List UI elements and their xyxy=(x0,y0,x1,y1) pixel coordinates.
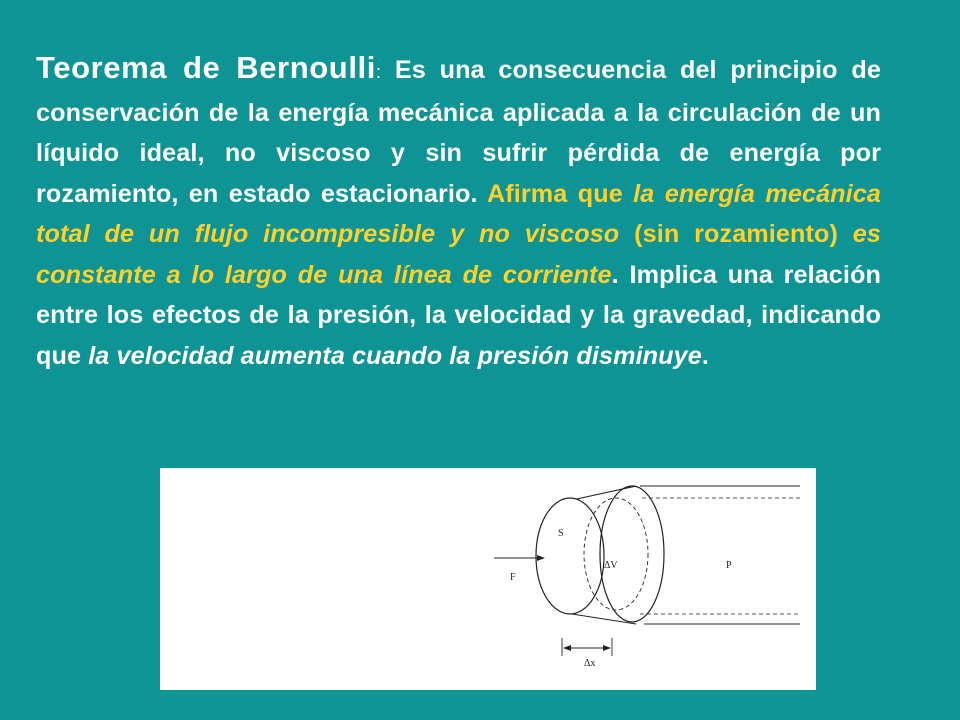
cylinder-top-line xyxy=(572,486,636,500)
statement-energy: la energía mecánica total de un flujo incompresible y no viscoso xyxy=(36,179,881,248)
cylinder-bottom-line xyxy=(572,614,636,624)
body-paragraph xyxy=(36,48,881,376)
label-f: F xyxy=(510,572,516,583)
paragraph-end: . xyxy=(701,341,709,370)
statement-lead: Afirma que xyxy=(486,179,634,208)
label-p: P xyxy=(726,560,732,571)
face-s-ellipse xyxy=(536,498,604,614)
statement-no-friction: (sin rozamiento) xyxy=(619,220,853,248)
paragraph-intro: Es una consecuencia del principio de conservación de la energía mecánica aplicada a la circulación de un líquido ideal, no viscoso y sin sufrir pérdida de energía por rozamiento, en estado estacionario. xyxy=(36,56,881,208)
theorem-title: Teorema de Bernoulli xyxy=(36,50,376,85)
label-s: S xyxy=(558,528,564,539)
paragraph-implication: . Implica una relación entre los efectos de la presión, la velocidad y la gravedad, indicando que xyxy=(36,260,881,370)
right-face-ellipse xyxy=(600,486,664,622)
statement-constant: es constante a lo largo de una línea de corriente xyxy=(36,220,882,289)
label-delta-x: Δx xyxy=(584,658,596,669)
label-delta-v: ΔV xyxy=(604,560,618,571)
cylinder-diagram-svg xyxy=(160,468,816,690)
title-colon: : xyxy=(375,62,382,82)
paragraph-conclusion: la velocidad aumenta cuando la presión disminuye xyxy=(88,341,702,370)
bernoulli-diagram xyxy=(160,468,816,690)
